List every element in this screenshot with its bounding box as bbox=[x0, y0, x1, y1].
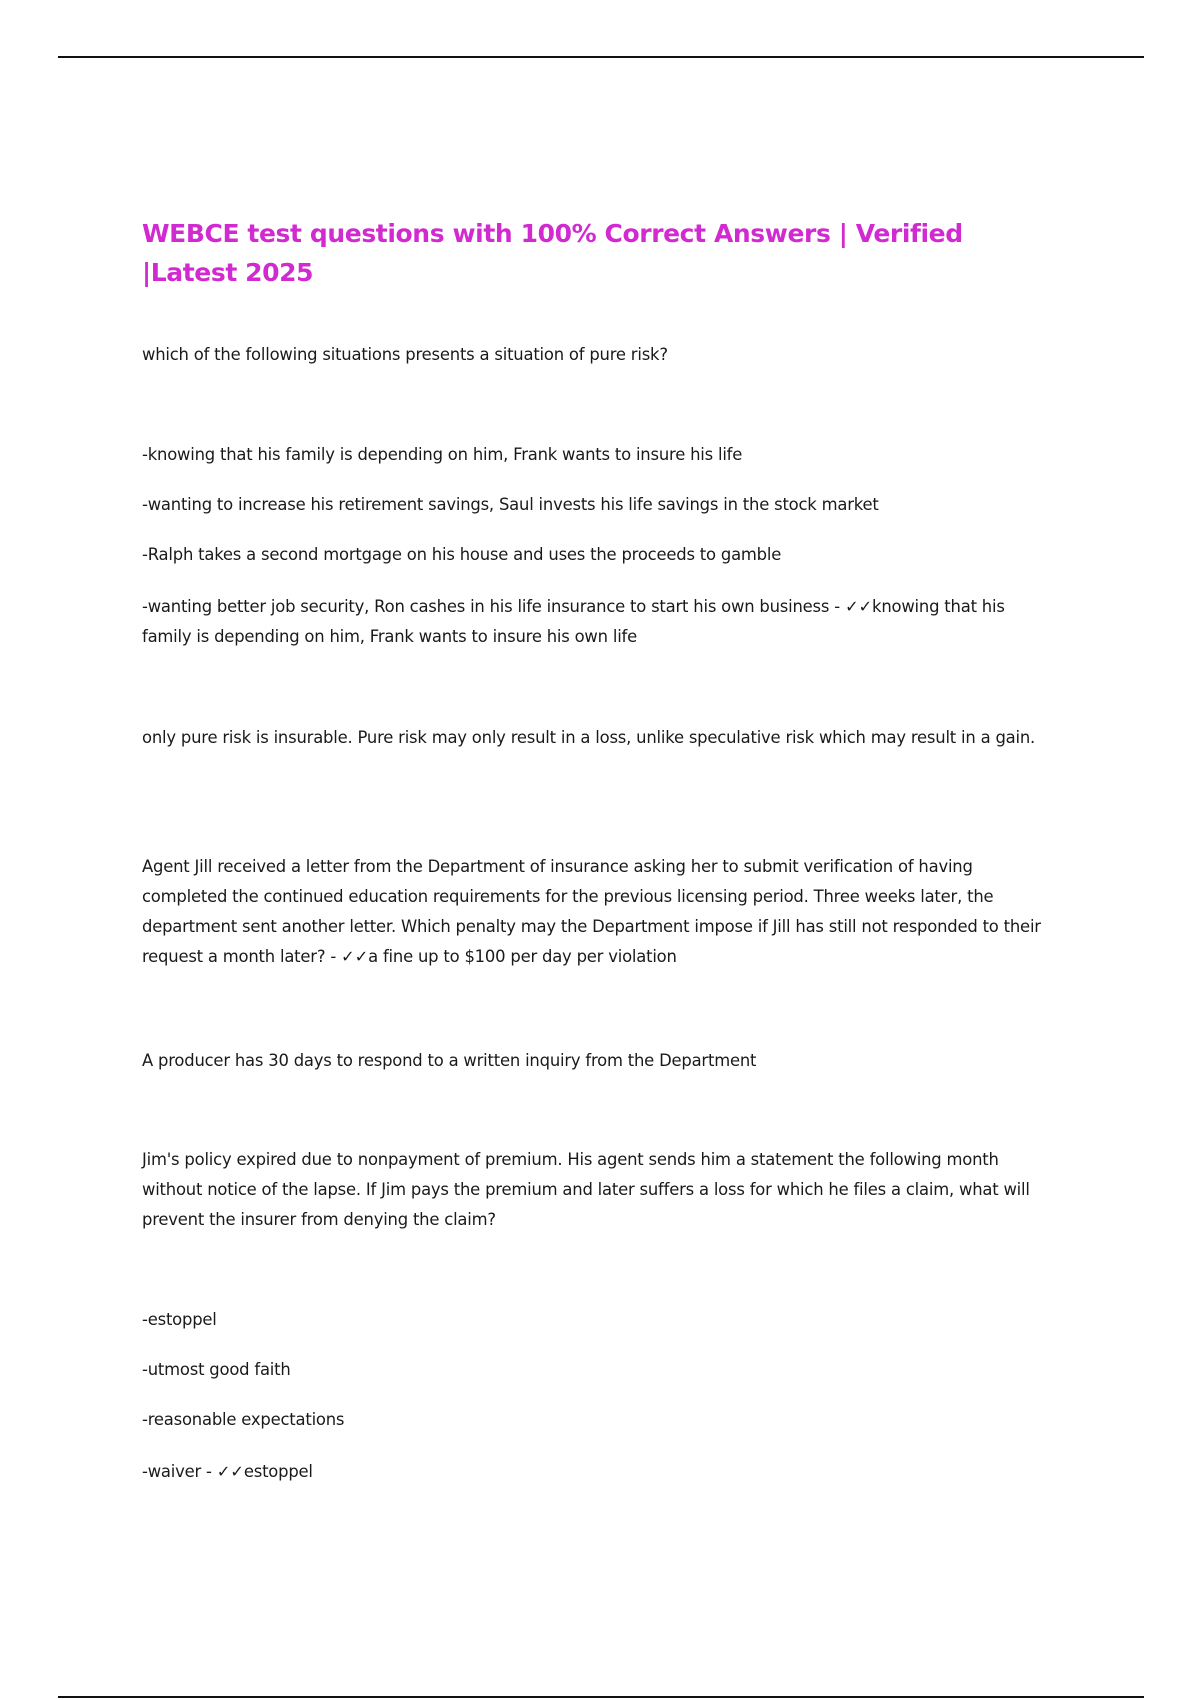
document-title: WEBCE test questions with 100% Correct Answers | Verified |Latest 2025 bbox=[142, 219, 963, 287]
question-1-option-d-answer: -wanting better job security, Ron cashes in his life insurance to start his own business - ✓✓knowing that his family is depending on him, Frank wants to insure his own life bbox=[142, 597, 1005, 646]
question-3-text: Jim's policy expired due to nonpayment of premium. His agent sends him a statement the following month without notice of the lapse. If Jim pays the premium and later suffers a loss for which he files a claim, what will prevent the insurer from denying the claim? bbox=[142, 1150, 1030, 1229]
bottom-rule bbox=[58, 1696, 1144, 1698]
question-1-option-b: -wanting to increase his retirement savings, Saul invests his life savings in the stock market bbox=[142, 495, 879, 514]
explanation-2: A producer has 30 days to respond to a written inquiry from the Department bbox=[142, 1051, 757, 1070]
question-1-option-a: -knowing that his family is depending on him, Frank wants to insure his life bbox=[142, 445, 743, 464]
top-rule bbox=[58, 56, 1144, 58]
question-3-option-a: -estoppel bbox=[142, 1310, 217, 1329]
question-1-text: which of the following situations presents a situation of pure risk? bbox=[142, 345, 668, 364]
question-3-option-d-answer: -waiver - ✓✓estoppel bbox=[142, 1462, 313, 1481]
question-2-with-answer: Agent Jill received a letter from the Department of insurance asking her to submit verification of having completed the continued education requirements for the previous licensing period. Three weeks later, the department sent another letter. Which penalty may the Department impose if Jill has still not responded to their request a month later? - ✓✓a fine up to $100 per day per violation bbox=[142, 857, 1041, 966]
question-1-option-c: -Ralph takes a second mortgage on his house and uses the proceeds to gamble bbox=[142, 545, 782, 564]
question-3-option-b: -utmost good faith bbox=[142, 1360, 291, 1379]
question-3-option-c: -reasonable expectations bbox=[142, 1410, 345, 1429]
explanation-1: only pure risk is insurable. Pure risk may only result in a loss, unlike speculative risk which may result in a gain. bbox=[142, 728, 1036, 747]
